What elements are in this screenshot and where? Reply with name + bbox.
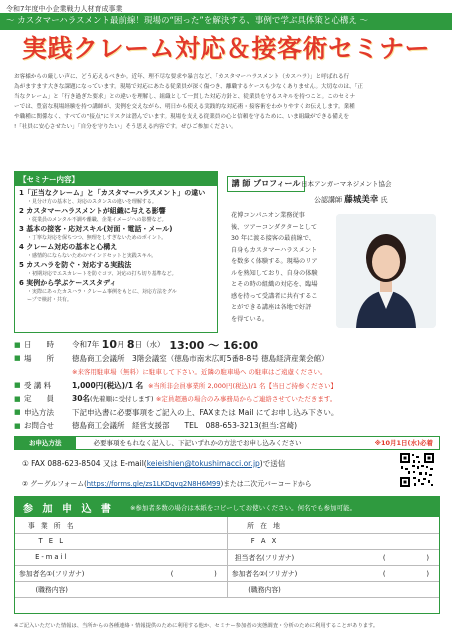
parking-note: ※来客用駐車場（無料）に駐車して下さい。近隣の駐車場へ の駐車はご遠慮ください。 <box>72 368 327 377</box>
tel-field[interactable] <box>88 533 227 549</box>
seminar-content-heading: 【セミナー内容】 <box>15 172 217 186</box>
intro-text <box>14 72 440 132</box>
table-row: 事 業 所 名 所 在 地 <box>15 517 439 533</box>
table-row: E-mail 担当者名(フリガナ) ( ) <box>15 549 439 565</box>
speaker-bio: 花博コンパニオン業務従事 後、ツアーコンダクターとして 30 年に渡る接客の最前線で、 自身もカスタマーハラスメント を数多く体験する。現場のリア ルを熟知しており、自身の体験 とその時の組織の対応を、臨場 感を持って受講者に共有するこ とができる講座は各地で好評 を得ている。 <box>231 212 318 323</box>
fax-email-line: ① FAX 088-623-8504 又は E-mail(keieishien@tokushimacci.or.jp)で送信 <box>22 459 286 468</box>
method-row: ■ 申込方法 下記申込書に必要事項をご記入の上、FAXまたは Mail にてお申し込み下さい。 <box>14 407 339 417</box>
form-title: 参 加 申 込 書 <box>23 503 114 515</box>
seminar-item: 6 実例から学ぶケーススタディ ・実際にあったカスハラ・クレーム事例をもとに、対応方法をグル ープで検討・共有。 <box>19 279 177 303</box>
seminar-item: 2 カスタマーハラスメントが組織に与える影響 ・従業員のメンタル不調や離職、企業イメージへの影響など。 <box>19 207 167 223</box>
seminar-item: 1「正当なクレーム」と「カスタマーハラスメント」の違い ・見分け方の基本と、対応のスタンスの違いを理解する。 <box>19 189 206 205</box>
participant2-field[interactable]: ( ) <box>301 565 439 581</box>
seminar-item: 4 クレーム対応の基本と心構え ・感情的にならないためのマインドセットと実践スキル。 <box>19 243 157 259</box>
intro-line: ーでは、豊富な現場経験を持つ講師が、実例を交えながら、明日から使える実践的な対応術・接客術をわかりやすくお伝えします。業種 <box>14 104 355 110</box>
venue-row: ■ 場 所 徳島商工会議所 3階会議室（徳島市南末広町5番8-8号 徳島経済産業会館） <box>14 353 329 363</box>
apply-method-note: 必要事項をもれなく記入し、下記いずれかの方法でお申し込みください <box>93 439 302 447</box>
speaker-photo <box>336 214 436 328</box>
email-field[interactable] <box>88 549 227 565</box>
intro-line: や職種に関係なく、すべての“接点”にリスクは潜んでいます。現場を支える従業員の心と信頼を守るために、いま組織ができる備えを <box>14 114 350 120</box>
apply-method-label: お申込方法 <box>15 437 76 449</box>
fax-field[interactable] <box>301 533 439 549</box>
table-row: (職務内容) (職務内容) <box>15 581 439 597</box>
intro-line: 為がますます大きな課題になっています。現場で対応にあたる従業員が深く傷つき、離職するケースも少なくありません。大切なのは、「正 <box>14 84 363 90</box>
participant1-dept-field[interactable] <box>88 581 227 597</box>
speaker-role: 公認講師 <box>314 196 342 204</box>
form-note: ※参加者多数の場合は本紙をコピーしてお使いください。何名でも参加可能。 <box>129 503 357 512</box>
intro-line: 当なクレーム」と「行き過ぎた要求」との違いを理解し、組織として一貫した対応方針と、従業員を守るスキルを持つこと。このセミナ <box>14 94 356 100</box>
address-field[interactable] <box>301 517 439 533</box>
participant1-field[interactable]: ( ) <box>88 565 227 581</box>
speaker-name-line <box>314 193 387 205</box>
capacity-row: ■ 定 員 30名 (先着順に受付します) ※定員超過の場合のみ事務局からご連絡させていただきます。 <box>14 394 337 404</box>
google-form-line: ② グーグルフォーム(https://forms.gle/zs1LKDqvq2N8H6M99)または二次元バーコードから <box>22 480 312 488</box>
speaker-org: 日本アンガーマネジメント協会 <box>301 180 392 188</box>
table-row: T E L F A X <box>15 533 439 549</box>
participant2-dept-field[interactable] <box>301 581 439 597</box>
form-table <box>15 517 439 598</box>
intro-line: !「社員に安心させたい」「自分を守りたい」そう思える内容です。ぜひご参加ください。 <box>14 124 237 130</box>
intro-line: お客様からの厳しい声に、どう応えるべきか。近年、理不尽な要求や暴言など、「カスタマーハラスメント（カスハラ）」と呼ばれる行 <box>14 74 350 80</box>
event-info <box>14 338 440 433</box>
person-field[interactable]: ( ) <box>301 549 439 565</box>
speaker-name: 藤城美幸 <box>344 195 379 205</box>
speaker-honorific: 氏 <box>380 196 388 204</box>
google-form-link[interactable]: https://forms.gle/zs1LKDqvq2N8H6M99 <box>86 480 221 488</box>
qr-code-icon[interactable] <box>399 452 435 488</box>
profile-heading: 講 師 プロフィール <box>227 176 305 192</box>
seminar-item: 3 基本の接客・応対スキル(対面・電話・メール) ・丁寧な対応を保ちつつ、無理をしすぎないためのポイント。 <box>19 225 173 241</box>
subtitle-band: ～ カスタマーハラスメント最前線！現場の“困った”を解決する、事例で学ぶ具体策と心構え ～ <box>0 13 452 30</box>
date-row: ■ 日 時 令和7年 10 月 8 日（水） 13:00 ～ 16:00 <box>14 338 258 352</box>
apply-deadline: ※10月1日(水)必着 <box>374 439 433 447</box>
application-form <box>14 496 440 614</box>
fee-row: ■ 受 講 料 1,000円(税込)/1 名 ※当所非会員事業所 2,000円(税込)/1 名【当日ご持参ください】 <box>14 380 338 390</box>
table-row: 参加者名①(フリガナ) ( ) 参加者名②(フリガナ) ( ) <box>15 565 439 581</box>
company-field[interactable] <box>88 517 227 533</box>
email-link[interactable]: keieishien@tokushimacci.or.jp <box>146 459 260 468</box>
seminar-content-box <box>14 171 218 333</box>
program-name: 令和7年度中小企業戦力人材育成事業 <box>6 5 123 13</box>
apply-method-bar <box>14 436 440 450</box>
form-header <box>15 497 439 517</box>
seminar-title: 実践クレーム対応＆接客術セミナー <box>21 34 430 63</box>
seminar-item: 5 カスハラを防ぐ・対応する実践法 ・初期対応でエスカレートを防ぐコツ、対応の打ち切り基準など。 <box>19 261 177 277</box>
privacy-note: ※ご記入いただいた情報は、当所からの各種連絡・情報提供のために利用する他か、セミナー参加者の実態調査・分析のために利用することがあります。 <box>14 623 379 629</box>
contact-row: ■ お問合せ 徳島商工会議所 経営支援部 TEL 088-653-3213(担当:宮崎) <box>14 421 298 431</box>
